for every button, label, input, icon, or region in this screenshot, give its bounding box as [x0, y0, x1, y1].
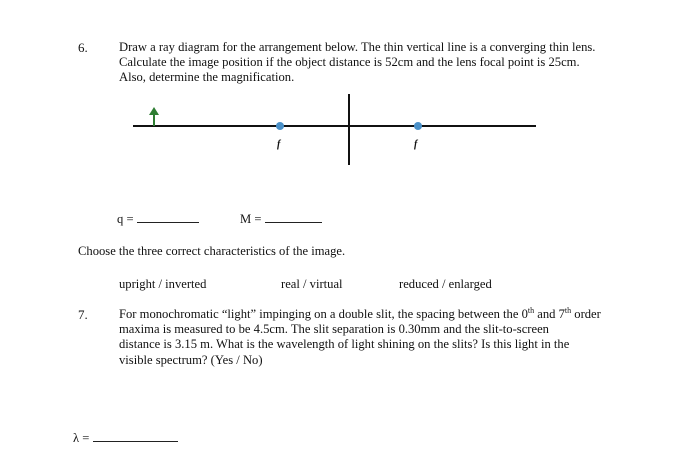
object-arrow-head: [149, 107, 159, 115]
lens-diagram: [0, 0, 700, 200]
q7-line1-start: For monochromatic “light” impinging on a double slit, the spacing between the 0: [119, 307, 528, 321]
m-blank[interactable]: [265, 222, 322, 223]
focal-point-left: [276, 122, 284, 130]
q7-line1-middle: and 7: [534, 307, 565, 321]
question-7-number: 7.: [78, 307, 88, 322]
magnification-answer: [240, 212, 322, 227]
question-6-line-3: Also, determine the magnification.: [119, 70, 295, 85]
characteristic-real-virtual: real / virtual: [281, 277, 343, 291]
characteristic-orientation: upright / inverted: [119, 277, 207, 291]
question-7-line-4: visible spectrum? (Yes / No): [119, 352, 263, 367]
wavelength-answer: [73, 431, 178, 446]
question-7-line-1: [119, 307, 679, 322]
q7-line1-end: order: [571, 307, 601, 321]
choose-instruction: Choose the three correct characteristics of the image.: [78, 244, 346, 258]
lambda-blank[interactable]: [93, 441, 178, 442]
ordinal-suffix-0th: th: [527, 306, 535, 315]
question-7-line-2: maxima is measured to be 4.5cm. The slit separation is 0.30mm and the slit-to-screen: [119, 322, 549, 337]
focal-label-right: f: [414, 139, 418, 150]
q-label: q =: [117, 212, 134, 226]
question-6-number: 6.: [78, 40, 88, 55]
question-7-line-3: distance is 3.15 m. What is the wavelength of light shining on the slits? Is this light in the: [119, 337, 570, 352]
characteristic-size: reduced / enlarged: [399, 277, 492, 291]
question-7-text: [119, 307, 679, 368]
focal-point-right: [414, 122, 422, 130]
question-6-line-1: Draw a ray diagram for the arrangement below. The thin vertical line is a converging thin lens.: [119, 40, 596, 54]
image-position-answer: [117, 212, 199, 227]
focal-label-left: f: [277, 139, 281, 150]
lambda-label: λ =: [73, 431, 90, 445]
question-6-line-2: Calculate the image position if the object distance is 52cm and the lens focal point is 25cm.: [119, 55, 580, 70]
m-label: M =: [240, 212, 262, 226]
ordinal-suffix-7th: th: [564, 306, 572, 315]
q-blank[interactable]: [137, 222, 199, 223]
